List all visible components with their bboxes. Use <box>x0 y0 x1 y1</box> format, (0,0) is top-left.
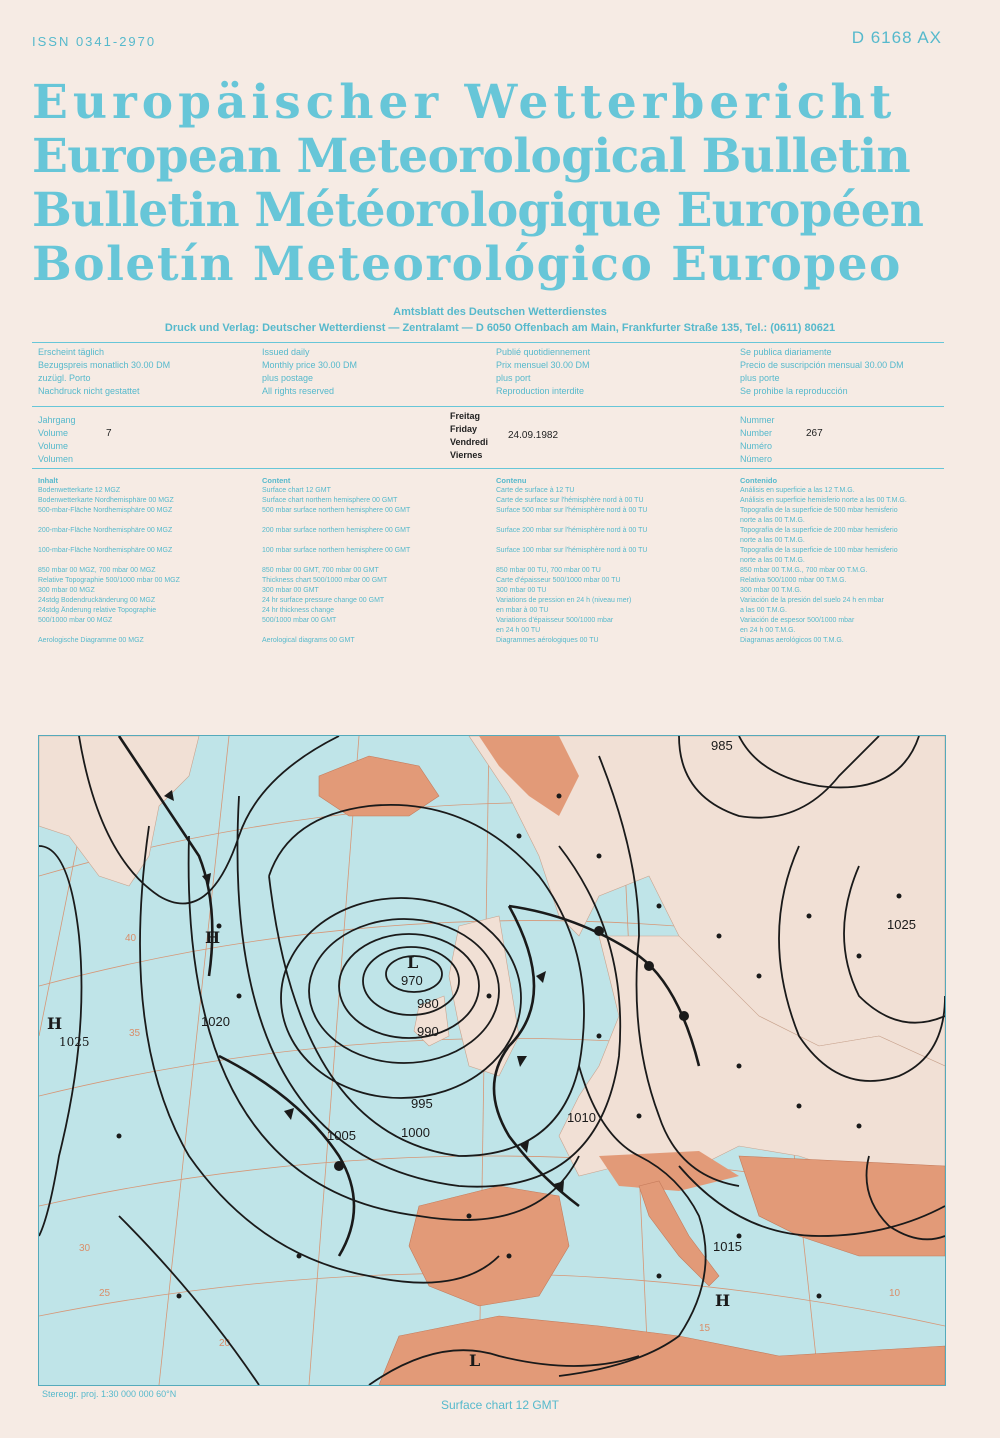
contents-heading: Contenido <box>740 476 778 485</box>
contents-item: Aerological diagrams 00 GMT <box>262 637 355 644</box>
map-projection-note: Stereogr. proj. 1:30 000 000 60°N <box>42 1389 177 1399</box>
volume-value: 7 <box>106 428 112 439</box>
contents-item: Carte de surface à 12 TU <box>496 487 575 494</box>
contents-item: 500-mbar-Fläche Nordhemisphäre 00 MGZ <box>38 507 173 514</box>
divider <box>32 342 944 343</box>
map-caption: Surface chart 12 GMT <box>440 1398 560 1412</box>
volume-label: Volume <box>38 441 69 451</box>
isobar-label: 1010 <box>567 1110 596 1125</box>
day-label: Viernes <box>450 450 483 460</box>
station-marker <box>557 794 562 799</box>
station-marker <box>897 894 902 899</box>
issue-number: 267 <box>806 428 823 439</box>
official-gazette-line: Amtsblatt des Deutschen Wetterdienstes <box>393 306 607 318</box>
subscription-text: Se prohibe la reproducción <box>740 386 848 396</box>
grid-label: 10 <box>889 1288 901 1299</box>
station-marker <box>857 954 862 959</box>
contents-french <box>496 476 647 646</box>
contents-item: Variación de espesor 500/1000 mbar <box>740 617 855 624</box>
number-label: Nummer <box>740 415 775 425</box>
grid-label: 40 <box>125 933 137 944</box>
subscription-french <box>496 346 590 398</box>
day-labels <box>450 410 488 462</box>
volume-label: Volume <box>38 428 69 438</box>
station-marker <box>177 1294 182 1299</box>
contents-item: Topografía de la superficie de 500 mbar hemisferio <box>740 507 898 514</box>
station-marker <box>657 1274 662 1279</box>
contents-item: 300 mbar 00 T.M.G. <box>740 587 802 594</box>
publisher-line: Druck und Verlag: Deutscher Wetterdienst — Zentralamt — D 6050 Offenbach am Main, Frankfurter Straße 135, Tel.: (0611) 80621 <box>164 322 836 334</box>
publication-code: D 6168 AX <box>851 28 942 47</box>
issn-number: ISSN 0341-2970 <box>32 34 157 49</box>
station-marker <box>797 1104 802 1109</box>
isobar-label: 1000 <box>401 1125 430 1140</box>
contents-heading: Contenu <box>496 476 527 485</box>
warm-front-semicircle <box>644 961 654 971</box>
station-marker <box>857 1124 862 1129</box>
low-pressure-center: L <box>469 1351 481 1370</box>
isobar-label: 1005 <box>327 1128 356 1143</box>
contents-item: Variación de la presión del suelo 24 h en mbar <box>740 597 884 604</box>
subscription-text: Precio de suscripción mensual 30.00 DM <box>740 360 904 370</box>
station-marker <box>597 854 602 859</box>
contents-heading: Content <box>262 476 291 485</box>
station-marker <box>737 1234 742 1239</box>
contents-item: 850 mbar 00 TU, 700 mbar 00 TU <box>496 567 601 574</box>
contents-item: en 24 h 00 T.M.G. <box>740 627 796 634</box>
contents-item: 24 hr thickness change <box>262 607 334 614</box>
high-pressure-center: H <box>205 928 221 947</box>
station-marker <box>507 1254 512 1259</box>
contents-item: 500/1000 mbar 00 GMT <box>262 617 337 624</box>
station-marker <box>657 904 662 909</box>
contents-spanish <box>740 476 907 646</box>
title-spanish: Boletín Meteorológico Europeo <box>32 237 902 292</box>
station-marker <box>297 1254 302 1259</box>
subscription-text: plus port <box>496 373 531 383</box>
contents-item: 500/1000 mbar 00 MGZ <box>38 617 113 624</box>
contents-heading: Inhalt <box>38 476 58 485</box>
contents-item: 24stdg Bodendruckänderung 00 MGZ <box>38 597 156 604</box>
warm-front-semicircle <box>594 926 604 936</box>
contents-item: Variations d'épaisseur 500/1000 mbar <box>496 617 614 624</box>
station-marker <box>717 934 722 939</box>
contents-item: a las 00 T.M.G. <box>740 607 787 614</box>
contents-item: Surface 100 mbar sur l'hémisphère nord à 00 TU <box>496 547 648 554</box>
subscription-text: Prix mensuel 30.00 DM <box>496 360 590 370</box>
contents-item: 300 mbar 00 TU <box>496 587 547 594</box>
subscription-text: Issued daily <box>262 347 310 357</box>
station-marker <box>467 1214 472 1219</box>
contents-item: 850 mbar 00 MGZ, 700 mbar 00 MGZ <box>38 567 156 574</box>
contents-item: norte a las 00 T.M.G. <box>740 537 805 544</box>
isobar-label: 1025 <box>887 917 916 932</box>
subscription-text: Erscheint täglich <box>38 347 105 357</box>
contents-item: Análisis en superficie hemisferio norte a las 00 T.M.G. <box>740 497 907 504</box>
subscription-text: All rights reserved <box>262 386 335 396</box>
contents-item: Surface chart northern hemisphere 00 GMT <box>262 497 398 504</box>
title-french: Bulletin Météorologique Européen <box>32 183 924 238</box>
subscription-text: Reproduction interdite <box>496 386 585 396</box>
volume-labels <box>38 414 76 466</box>
subscription-text: Bezugspreis monatlich 30.00 DM <box>38 360 171 370</box>
grid-label: 15 <box>699 1323 711 1334</box>
contents-item: Diagrammes aérologiques 00 TU <box>496 637 599 644</box>
warm-front-semicircle <box>334 1161 344 1171</box>
subscription-text: plus porte <box>740 373 780 383</box>
contents-item: 850 mbar 00 GMT, 700 mbar 00 GMT <box>262 567 379 574</box>
day-label: Friday <box>450 424 478 434</box>
contents-item: 850 mbar 00 T.M.G., 700 mbar 00 T.M.G. <box>740 567 868 574</box>
surface-weather-map <box>38 735 946 1386</box>
day-label: Vendredi <box>450 437 489 447</box>
subscription-text: Monthly price 30.00 DM <box>262 360 358 370</box>
contents-item: Bodenwetterkarte Nordhemisphäre 00 MGZ <box>38 497 174 504</box>
station-marker <box>637 1114 642 1119</box>
station-marker <box>117 1134 122 1139</box>
station-marker <box>737 1064 742 1069</box>
contents-item: Carte d'épaisseur 500/1000 mbar 00 TU <box>496 577 621 584</box>
contents-item: Carte de surface sur l'hémisphère nord à 00 TU <box>496 497 644 504</box>
contents-item: Análisis en superficie a las 12 T.M.G. <box>740 487 855 494</box>
day-label: Freitag <box>450 411 481 421</box>
divider <box>32 406 944 407</box>
subscription-english <box>262 346 357 398</box>
grid-label: 20 <box>219 1338 231 1349</box>
station-marker <box>487 994 492 999</box>
station-marker <box>817 1294 822 1299</box>
isobar-label: 970 <box>401 973 423 988</box>
isobar-label: 985 <box>711 738 733 753</box>
station-marker <box>807 914 812 919</box>
contents-item: 300 mbar 00 GMT <box>262 587 319 594</box>
issue-date: 24.09.1982 <box>508 430 559 441</box>
contents-item: 500 mbar surface northern hemisphere 00 GMT <box>262 507 411 514</box>
high-pressure-center: H <box>715 1291 731 1310</box>
high-pressure-value: 1025 <box>59 1035 90 1049</box>
contents-item: 100-mbar-Fläche Nordhemisphäre 00 MGZ <box>38 547 173 554</box>
station-marker <box>757 974 762 979</box>
contents-item: Aerologische Diagramme 00 MGZ <box>38 637 144 644</box>
number-labels <box>740 414 775 466</box>
grid-label: 30 <box>79 1243 91 1254</box>
contents-item: 300 mbar 00 MGZ <box>38 587 95 594</box>
grid-label: 35 <box>129 1028 141 1039</box>
low-pressure-center: L <box>407 953 419 972</box>
contents-german <box>38 476 180 646</box>
contents-item: Surface 500 mbar sur l'hémisphère nord à 00 TU <box>496 507 648 514</box>
subscription-text: Publié quotidiennement <box>496 347 591 357</box>
contents-item: Surface 200 mbar sur l'hémisphère nord à 00 TU <box>496 527 648 534</box>
grid-label: 25 <box>99 1288 111 1299</box>
station-marker <box>237 994 242 999</box>
isobar-label: 990 <box>417 1024 439 1039</box>
title-german: Europäischer Wetterbericht <box>32 75 897 130</box>
contents-item: norte a las 00 T.M.G. <box>740 557 805 564</box>
weather-map-svg <box>39 736 945 1385</box>
subscription-text: plus postage <box>262 373 314 383</box>
subscription-text: zuzügl. Porto <box>38 373 91 383</box>
subscription-german <box>38 346 170 398</box>
contents-item: Variations de pression en 24 h (niveau mer) <box>496 597 632 604</box>
contents-item: 24 hr surface pressure change 00 GMT <box>262 597 385 604</box>
isobar-label: 980 <box>417 996 439 1011</box>
contents-item: Topografía de la superficie de 100 mbar hemisferio <box>740 547 898 554</box>
contents-item: en mbar à 00 TU <box>496 607 549 614</box>
divider <box>32 468 944 469</box>
contents-item: Bodenwetterkarte 12 MGZ <box>38 487 121 494</box>
subscription-spanish <box>740 346 904 398</box>
contents-item: 100 mbar surface northern hemisphere 00 GMT <box>262 547 411 554</box>
subscription-text: Nachdruck nicht gestattet <box>38 386 140 396</box>
number-label: Number <box>740 428 773 438</box>
high-pressure-center: H <box>47 1014 63 1033</box>
number-label: Número <box>740 454 773 464</box>
contents-item: Diagramas aerológicos 00 T.M.G. <box>740 637 844 644</box>
station-marker <box>517 834 522 839</box>
contents-item: 200-mbar-Fläche Nordhemisphäre 00 MGZ <box>38 527 173 534</box>
contents-item: 24stdg Änderung relative Topographie <box>38 607 157 614</box>
warm-front-semicircle <box>679 1011 689 1021</box>
number-label: Numéro <box>740 441 773 451</box>
contents-item: en 24 h 00 TU <box>496 627 541 634</box>
contents-item: Relative Topographie 500/1000 mbar 00 MGZ <box>38 577 180 584</box>
contents-item: 200 mbar surface northern hemisphere 00 GMT <box>262 527 411 534</box>
contents-item: norte a las 00 T.M.G. <box>740 517 805 524</box>
volume-label: Volumen <box>38 454 74 464</box>
contents-item: Thickness chart 500/1000 mbar 00 GMT <box>262 577 388 584</box>
title-english: European Meteorological Bulletin <box>32 129 911 184</box>
contents-english <box>262 476 410 646</box>
station-marker <box>597 1034 602 1039</box>
contents-item: Topografía de la superficie de 200 mbar hemisferio <box>740 527 898 534</box>
isobar-label: 995 <box>411 1096 433 1111</box>
volume-label: Jahrgang <box>38 415 76 425</box>
subscription-text: Se publica diariamente <box>740 347 832 357</box>
isobar-label: 1015 <box>713 1239 742 1254</box>
contents-item: Relativa 500/1000 mbar 00 T.M.G. <box>740 577 847 584</box>
isobar-label: 1020 <box>201 1014 230 1029</box>
contents-item: Surface chart 12 GMT <box>262 487 331 494</box>
